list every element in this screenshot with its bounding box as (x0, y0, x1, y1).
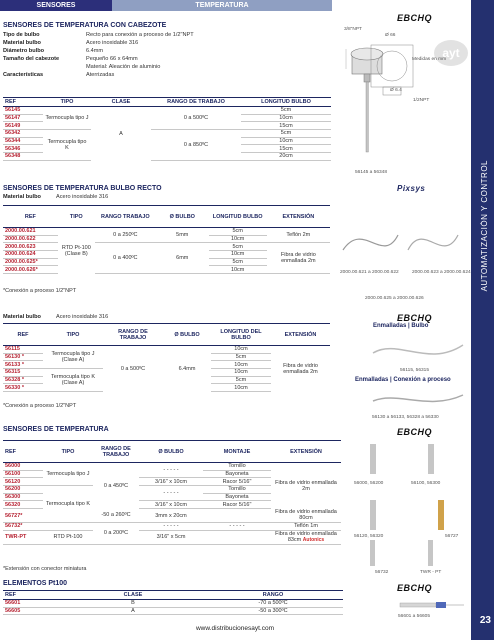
section-title-cabezote: SENSORES DE TEMPERATURA CON CABEZOTE (3, 22, 167, 29)
photo-caption-625: 2000.00.625 a 2000.00.626 (365, 296, 424, 301)
ebchq-logo-3: EBCHQ (397, 427, 433, 437)
bulbo-recto-table: REF TIPO RANGO TRABAJO Ø BULBO LONGITUD BULBO EXTENSIÓN 2000.00.621 RTD Pt-100 (Clase B) 0 a 250ºC 5mm 5cm Teflón 2m 2000.00.622 10cm 2000.00.623 0 a 400ºC 6mm 5cm Fibra de vidrio enmallada 2m 2000.00.624 10cm 2000.00.625* 5cm 2000.00.626* 10cm (3, 205, 330, 274)
dim-label-66: Ø 66 (385, 33, 396, 38)
dim-note: Medidas en mm (412, 57, 447, 62)
table-row: 56120 (3, 478, 43, 486)
table-row: 56133 * (3, 361, 43, 369)
ebchq-logo-4: EBCHQ (397, 583, 433, 593)
enmalladas-cap1: 56115, 56315 (400, 368, 429, 373)
bulbo-recto-spec: Material bulbo Acero inoxidable 316 (3, 194, 109, 200)
table-row: 56348 (3, 153, 43, 161)
sensores-table: REF TIPO RANGO DE TRABAJO Ø BULBO MONTAJE EXTENSIÓN 56000 Termocupla tipo J 0 a 450ºC - - - - - Tornillo Fibra de vidrio enmallada 2m 56100 Bayoneta 56120 3/16" x 10cm Racor 5/16" 56200 Termocupla tipo K - - - - - Tornillo 56300 Bayoneta 56320 3/16" x 10cm Racor 5/16" 56727* -50 a 260ºC 3mm x 20cm Fibra de vidrio enmallada 80cm 56732* 0 a 200ºC - - - - - - - - - - Teflón 1m TWR-PT RTD Pt-100 3/16" x 5cm Fibra de vidrio enmallada 83cm Autonics (3, 440, 341, 545)
tab-temperatura[interactable]: TEMPERATURA (112, 0, 332, 11)
photo-caption-623: 2000.00.623 a 2000.00.624 (412, 270, 471, 275)
section-title-pt100: ELEMENTOS Pt100 (3, 580, 68, 587)
table-row: 2000.00.624 (3, 251, 58, 259)
enmalladas-note: *Conexión a proceso 1/2"NPT (3, 403, 77, 409)
photo-caption-56732: 56732 (375, 570, 389, 575)
table-row: 56300 (3, 493, 43, 501)
pt100-table: REF CLASE RANGO 56601 B -70 a 500ºC 56605 A -50 a 300ºC (3, 590, 343, 615)
table-row: 56130 * (3, 353, 43, 361)
table-row: 56145 (3, 107, 43, 115)
enmalladas-cap2: 56130 a 56133, 56328 a 56330 (372, 415, 439, 420)
pt100-caption: 56601 a 56605 (398, 614, 431, 619)
table-row: 56732* (3, 523, 43, 531)
dim-label-npt: 1/2NPT (413, 98, 430, 103)
cabezote-specs: Tipo de bulbo Recto para conexión a proceso de 1/2"NPT Material bulbo Acero inoxidable 316 Diámetro bulbo 6.4mm Tamaño del cabezote Pequeño 66 x 64mm Material: Aleación de aluminio Características Aterrizadas (3, 32, 194, 78)
tab-sensores[interactable]: SENSORES (0, 0, 112, 11)
table-row: 56727* (3, 509, 43, 523)
pixsys-logo: Pixsys (397, 184, 426, 193)
footer-url[interactable]: www.distribucionesayt.com (195, 625, 275, 632)
photo-caption-621: 2000.00.621 a 2000.00.622 (340, 270, 399, 275)
photo-caption-56100: 56100, 56300 (411, 481, 441, 486)
table-row: 56115 (3, 346, 43, 354)
table-row: 56200 (3, 486, 43, 494)
photo-caption-56727: 56727 (445, 534, 459, 539)
table-row: 56342 (3, 130, 43, 138)
bulbo-recto-note: *Conexión a proceso 1/2"NPT (3, 288, 77, 294)
right-sidebar (471, 0, 494, 640)
table-row: TWR-PT (3, 530, 43, 544)
table-row: 56315 (3, 369, 43, 377)
table-row: 56605 (3, 607, 63, 615)
table-row: 2000.00.622 (3, 235, 58, 243)
sensores-photos (350, 440, 468, 570)
table-row: 56149 (3, 122, 43, 130)
table-row: 56330 * (3, 384, 43, 392)
table-row: 2000.00.621 (3, 228, 58, 236)
enmalladas-spec: Material bulbo Acero inoxidable 316 (3, 314, 109, 320)
enmalladas-table: REF TIPO RANGO DE TRABAJO Ø BULBO LONGITUD DEL BULBO EXTENSIÓN 56115 Termocupla tipo J (Clase A) 0 a 500ºC 6.4mm 10cm Fibra de vidrio enmallada 2m 56130 * 5cm 56133 * 10cm 56315 Termocupla tipo K (Clase A) 10cm 56328 * 5cm 56330 * 10cm (3, 323, 330, 392)
sensores-note: *Extensión con conector miniatura (3, 566, 87, 572)
photo-caption-twr: TWR - PT (420, 570, 442, 575)
photo-caption-56000: 56000, 56200 (354, 481, 384, 486)
table-row: 56346 (3, 145, 43, 153)
autonics-tag: Autonics (302, 537, 325, 544)
sidebar-label: AUTOMATIZACIÓN Y CONTROL (480, 160, 489, 292)
enmalladas-photo-2 (368, 387, 468, 413)
enmalladas-bulbo-label: Enmalladas | Bulbo (373, 323, 429, 329)
table-row: 56344 (3, 137, 43, 145)
enmalladas-photo-1 (368, 333, 468, 371)
table-row: 56000 (3, 463, 43, 471)
table-row: 56100 (3, 470, 43, 478)
table-row: 2000.00.623 (3, 243, 58, 251)
bulbo-recto-photos (338, 200, 466, 272)
table-row: 56147 (3, 114, 43, 122)
dim-label-64: Ø 6.4 (390, 88, 402, 93)
cabezote-table: REF TIPO CLASE RANGO DE TRABAJO LONGITUD BULBO 56145 Termocupla tipo J A 0 a 500ºC 5cm 56147 10cm 56149 15cm 56342 Termocupla tipo K 0 a 850ºC 5cm 56344 10cm 56346 15cm 56348 20cm (3, 97, 331, 161)
table-row: 56328 * (3, 376, 43, 384)
table-row: 2000.00.626* (3, 266, 58, 274)
ebchq-logo-2: EBCHQ (397, 313, 433, 323)
section-title-sensores: SENSORES DE TEMPERATURA (3, 426, 109, 433)
ayt-logo: ayt (434, 40, 468, 66)
cabezote-caption: 56145 a 56348 (355, 170, 388, 175)
npt-label: 3/8"NPT (344, 27, 362, 32)
enmalladas-proceso-label: Enmalladas | Conexión a proceso (355, 377, 451, 383)
page-number: 23 (479, 615, 491, 626)
section-title-bulbo-recto: SENSORES DE TEMPERATURA BULBO RECTO (3, 185, 162, 192)
photo-caption-56120: 56120, 56320 (354, 534, 384, 539)
category-tabs (0, 0, 332, 11)
table-row: 56601 (3, 600, 63, 608)
pt100-photo (398, 598, 466, 612)
table-row: 56320 (3, 501, 43, 509)
table-row: 2000.00.625* (3, 258, 58, 266)
ebchq-logo: EBCHQ (397, 13, 433, 23)
